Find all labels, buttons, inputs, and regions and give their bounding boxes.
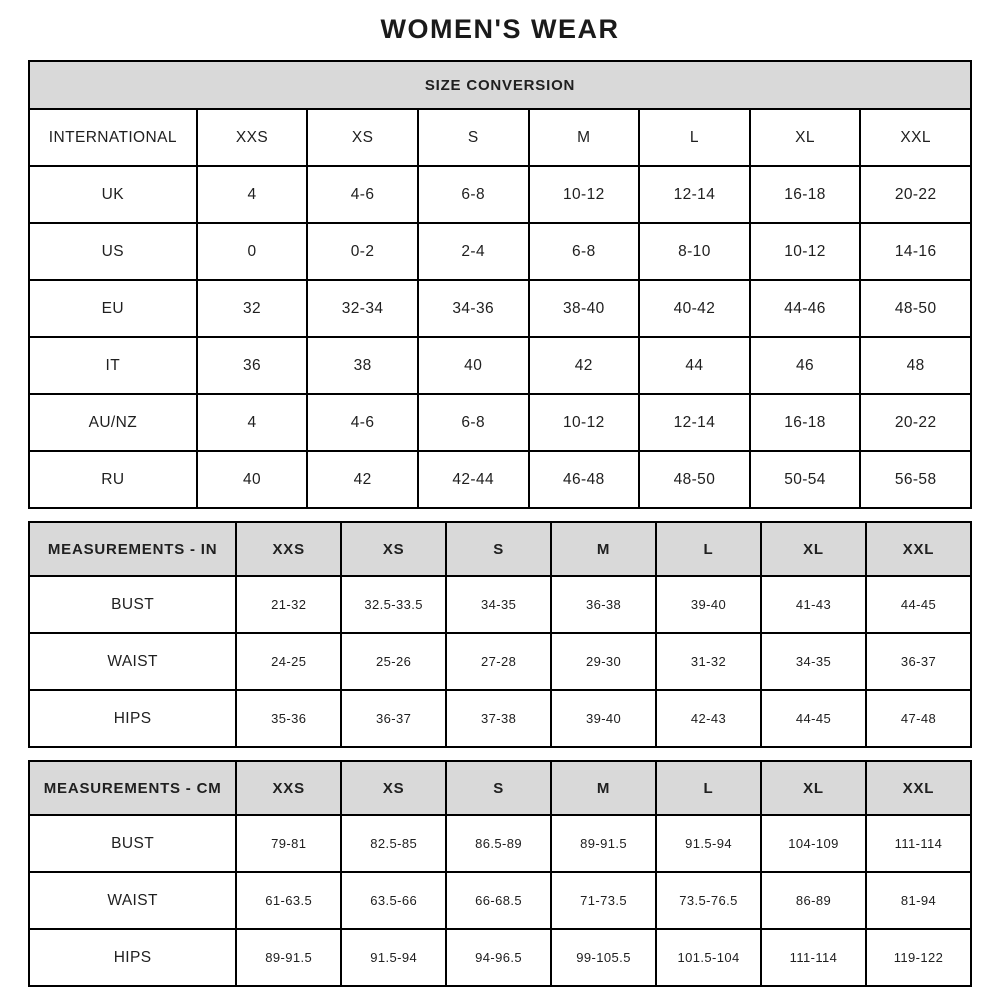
measure-cell: 94-96.5 [446,929,551,986]
row-label: BUST [29,576,236,633]
size-cell: 48-50 [639,451,750,508]
size-cell: 16-18 [750,394,861,451]
table-row-bust-in [29,576,971,633]
size-cell: 10-12 [750,223,861,280]
measure-cell: 111-114 [761,929,866,986]
size-header: S [446,761,551,815]
measure-cell: 71-73.5 [551,872,656,929]
size-cell: 10-12 [529,394,640,451]
table-row-hips-cm [29,929,971,986]
size-header: XXL [866,761,971,815]
size-conversion-banner: SIZE CONVERSION [29,61,971,109]
table-row-it [29,337,971,394]
size-cell: 48 [860,337,971,394]
size-cell: 14-16 [860,223,971,280]
size-cell: 40 [197,451,308,508]
measure-cell: 111-114 [866,815,971,872]
size-cell: 10-12 [529,166,640,223]
size-header: XL [761,761,866,815]
table-row-aunz [29,394,971,451]
size-cell: 6-8 [418,394,529,451]
measure-cell: 66-68.5 [446,872,551,929]
size-header: XXS [236,522,341,576]
row-label: HIPS [29,690,236,747]
measurements-cm-label: MEASUREMENTS - CM [29,761,236,815]
size-cell: 4-6 [307,166,418,223]
size-cell: 2-4 [418,223,529,280]
size-cell: 16-18 [750,166,861,223]
size-cell: 6-8 [418,166,529,223]
size-cell: 38-40 [529,280,640,337]
measure-cell: 86.5-89 [446,815,551,872]
size-header: M [551,522,656,576]
column-header: INTERNATIONAL [29,109,197,166]
size-header: XXL [866,522,971,576]
row-label: WAIST [29,633,236,690]
size-cell: 42-44 [418,451,529,508]
table-banner-row [29,61,971,109]
size-header: M [551,761,656,815]
table-row-us [29,223,971,280]
column-header: M [529,109,640,166]
measure-cell: 104-109 [761,815,866,872]
column-header: XXS [197,109,308,166]
measure-cell: 82.5-85 [341,815,446,872]
size-cell: 42 [307,451,418,508]
table-row-bust-cm [29,815,971,872]
column-header: XL [750,109,861,166]
size-cell: 36 [197,337,308,394]
size-cell: 40-42 [639,280,750,337]
size-cell: 38 [307,337,418,394]
size-header: XS [341,761,446,815]
table-row-uk [29,166,971,223]
measure-cell: 44-45 [866,576,971,633]
measurements-in-label: MEASUREMENTS - IN [29,522,236,576]
size-cell: 48-50 [860,280,971,337]
measure-cell: 36-37 [341,690,446,747]
measure-cell: 24-25 [236,633,341,690]
size-cell: 46 [750,337,861,394]
measure-cell: 73.5-76.5 [656,872,761,929]
measure-cell: 34-35 [446,576,551,633]
measure-cell: 79-81 [236,815,341,872]
measure-cell: 25-26 [341,633,446,690]
measure-cell: 61-63.5 [236,872,341,929]
row-label: RU [29,451,197,508]
size-cell: 12-14 [639,394,750,451]
size-header: L [656,522,761,576]
row-label: IT [29,337,197,394]
measurements-cm-header-row [29,761,971,815]
row-label: US [29,223,197,280]
measure-cell: 36-37 [866,633,971,690]
size-cell: 20-22 [860,394,971,451]
measure-cell: 99-105.5 [551,929,656,986]
measure-cell: 86-89 [761,872,866,929]
measure-cell: 36-38 [551,576,656,633]
size-cell: 32 [197,280,308,337]
size-cell: 32-34 [307,280,418,337]
measurements-in-table [28,521,972,748]
measure-cell: 119-122 [866,929,971,986]
size-cell: 4 [197,394,308,451]
column-header: XS [307,109,418,166]
row-label: WAIST [29,872,236,929]
size-header: XL [761,522,866,576]
table-row-hips-in [29,690,971,747]
size-cell: 0-2 [307,223,418,280]
size-cell: 44 [639,337,750,394]
table-row-waist-in [29,633,971,690]
measure-cell: 21-32 [236,576,341,633]
measure-cell: 91.5-94 [656,815,761,872]
column-header: L [639,109,750,166]
measure-cell: 41-43 [761,576,866,633]
column-header: XXL [860,109,971,166]
measure-cell: 37-38 [446,690,551,747]
size-cell: 0 [197,223,308,280]
measure-cell: 91.5-94 [341,929,446,986]
measurements-cm-table [28,760,972,987]
measure-cell: 32.5-33.5 [341,576,446,633]
column-header: S [418,109,529,166]
measure-cell: 101.5-104 [656,929,761,986]
size-cell: 6-8 [529,223,640,280]
measure-cell: 39-40 [656,576,761,633]
measure-cell: 29-30 [551,633,656,690]
row-label: AU/NZ [29,394,197,451]
size-cell: 12-14 [639,166,750,223]
size-cell: 20-22 [860,166,971,223]
size-conversion-table [28,60,972,509]
size-cell: 44-46 [750,280,861,337]
measure-cell: 34-35 [761,633,866,690]
size-cell: 56-58 [860,451,971,508]
row-label: EU [29,280,197,337]
size-cell: 46-48 [529,451,640,508]
measurements-in-header-row [29,522,971,576]
table-row-ru [29,451,971,508]
measure-cell: 27-28 [446,633,551,690]
size-cell: 34-36 [418,280,529,337]
measure-cell: 44-45 [761,690,866,747]
measure-cell: 89-91.5 [236,929,341,986]
measure-cell: 39-40 [551,690,656,747]
table-row-waist-cm [29,872,971,929]
size-header: XXS [236,761,341,815]
measure-cell: 31-32 [656,633,761,690]
measure-cell: 63.5-66 [341,872,446,929]
size-header: S [446,522,551,576]
measure-cell: 35-36 [236,690,341,747]
measure-cell: 47-48 [866,690,971,747]
size-header: L [656,761,761,815]
measure-cell: 42-43 [656,690,761,747]
row-label: HIPS [29,929,236,986]
size-cell: 8-10 [639,223,750,280]
column-header-row [29,109,971,166]
size-cell: 4 [197,166,308,223]
measure-cell: 81-94 [866,872,971,929]
row-label: BUST [29,815,236,872]
page-title: WOMEN'S WEAR [380,14,620,44]
table-row-eu [29,280,971,337]
measure-cell: 89-91.5 [551,815,656,872]
size-cell: 4-6 [307,394,418,451]
row-label: UK [29,166,197,223]
size-cell: 50-54 [750,451,861,508]
size-header: XS [341,522,446,576]
size-cell: 40 [418,337,529,394]
size-cell: 42 [529,337,640,394]
